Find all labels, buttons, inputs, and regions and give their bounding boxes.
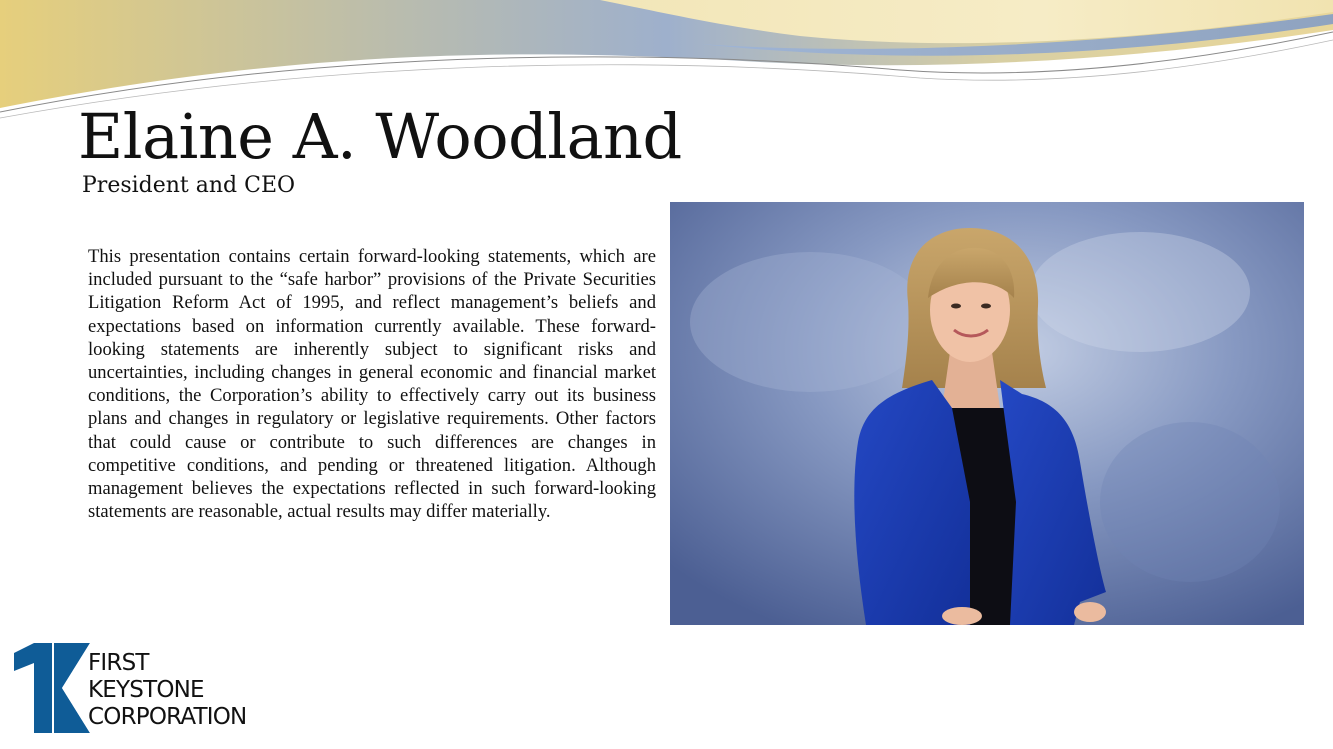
forward-looking-disclaimer: This presentation contains certain forward-looking statements, which are included pursuant to the “safe harbor” provisions of the Private Securities Litigation Reform Act of 1995, and reflect management’s beliefs and expectations based on information currently available. These forward-looking statements are inherently subject to significant risks and uncertainties, including changes in general economic and financial market conditions, the Corporation’s ability to effectively carry out its business plans and changes in regulatory or legislative requirements. Other factors that could cause or contribute to such differences are changes in competitive conditions, and pending or threatened litigation. Although management believes the expectations reflected in such forward-looking statements are reasonable, actual results may differ materially. [88, 246, 656, 523]
presenter-portrait [670, 202, 1304, 625]
company-wordmark [88, 650, 246, 731]
logo-line-first: FIRST [88, 650, 149, 676]
company-logo [14, 643, 304, 735]
presenter-role: President and CEO [82, 173, 296, 198]
presenter-name: Elaine A. Woodland [78, 100, 682, 173]
logo-line-keystone: KEYSTONE [88, 677, 204, 703]
logo-line-corporation: CORPORATION [88, 704, 247, 730]
keystone-logo-mark-icon [14, 643, 90, 733]
